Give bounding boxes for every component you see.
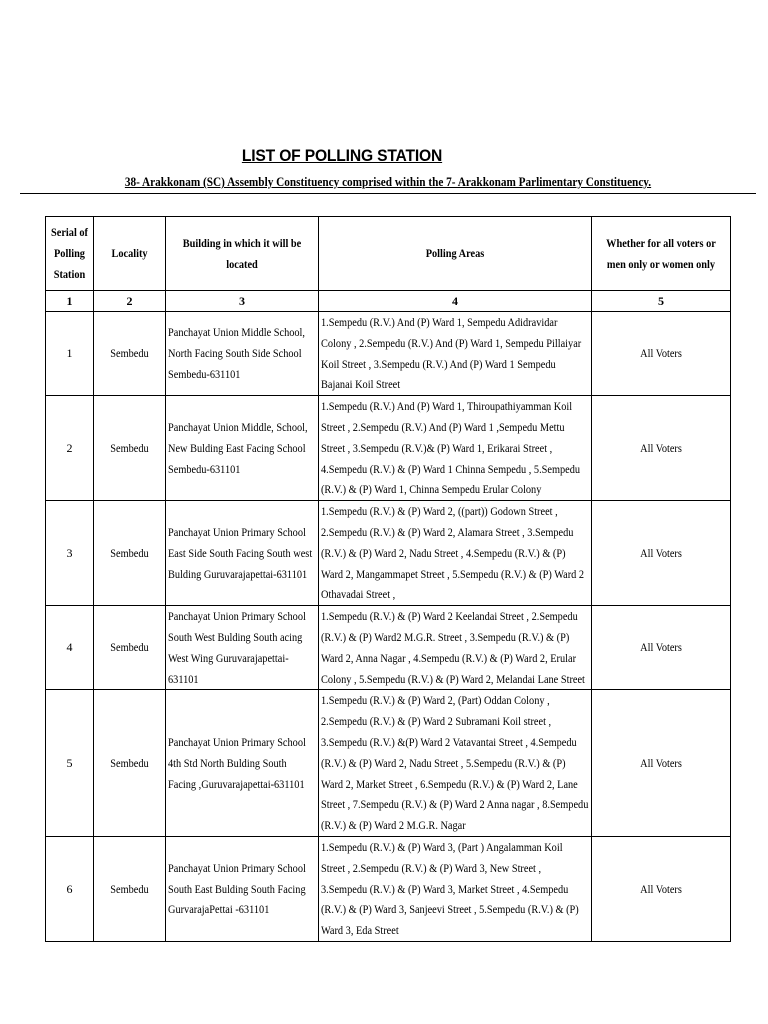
polling-areas-cell: 1.Sempedu (R.V.) And (P) Ward 1, Sempedu Adidravidar Colony , 2.Sempedu (R.V.) And (P) Ward 1, Sempedu Pillaiyar Koil Street , 3.Sempedu (R.V.) And (P) Ward 1 Sempedu Bajanai Koil Street	[319, 312, 592, 396]
building-cell: Panchayat Union Middle School, North Facing South Side School Sembedu-631101	[166, 312, 319, 396]
header-divider	[20, 193, 756, 194]
locality-cell: Sembedu	[94, 501, 166, 606]
header-serial: Serial of Polling Station	[46, 217, 94, 291]
polling-station-table	[45, 216, 731, 942]
polling-areas-cell: 1.Sempedu (R.V.) And (P) Ward 1, Thiroupathiyamman Koil Street , 2.Sempedu (R.V.) And (P) Ward 1 ,Sempedu Mettu Street , 3.Sempedu (R.V.)& (P) Ward 1, Erikarai Street , 4.Sempedu (R.V.) & (P) Ward 1 Chinna Sempedu , 5.Sempedu (R.V.) & (P) Ward 1, Chinna Sempedu Erular Colony	[319, 396, 592, 501]
locality-cell: Sembedu	[94, 690, 166, 837]
serial-cell: 5	[46, 690, 94, 837]
column-number: 1	[46, 291, 94, 312]
page-subtitle: 38- Arakkonam (SC) Assembly Constituency comprised within the 7- Arakkonam Parlimentary Constituency.	[124, 175, 652, 189]
locality-cell: Sembedu	[94, 312, 166, 396]
serial-cell: 6	[46, 836, 94, 941]
header-voter-type: Whether for all voters or men only or women only	[592, 217, 731, 291]
table-row	[46, 836, 731, 941]
building-cell: Panchayat Union Primary School South West Bulding South acing West Wing Guruvarajapettai-631101	[166, 606, 319, 690]
polling-areas-cell: 1.Sempedu (R.V.) & (P) Ward 2, ((part)) Godown Street , 2.Sempedu (R.V.) & (P) Ward 2, Alamara Street , 3.Sempedu (R.V.) & (P) Ward 2, Nadu Street , 4.Sempedu (R.V.) & (P) Ward 2, Mangammapet Street , 5.Sempedu (R.V.) & (P) Ward 2 Othavadai Street ,	[319, 501, 592, 606]
voter-type-cell: All Voters	[592, 501, 731, 606]
building-cell: Panchayat Union Primary School South East Bulding South Facing GurvarajaPettai -631101	[166, 836, 319, 941]
table-row	[46, 396, 731, 501]
locality-cell: Sembedu	[94, 836, 166, 941]
building-cell: Panchayat Union Primary School East Side South Facing South west Bulding Guruvarajapettai-631101	[166, 501, 319, 606]
locality-cell: Sembedu	[94, 396, 166, 501]
serial-cell: 4	[46, 606, 94, 690]
serial-cell: 3	[46, 501, 94, 606]
header-building: Building in which it will be located	[166, 217, 319, 291]
voter-type-cell: All Voters	[592, 606, 731, 690]
page-title: LIST OF POLLING STATION	[241, 146, 443, 165]
locality-cell: Sembedu	[94, 606, 166, 690]
serial-cell: 1	[46, 312, 94, 396]
table-header-row	[46, 217, 731, 291]
column-number: 3	[166, 291, 319, 312]
column-number: 2	[94, 291, 166, 312]
header-locality: Locality	[94, 217, 166, 291]
polling-areas-cell: 1.Sempedu (R.V.) & (P) Ward 3, (Part ) Angalamman Koil Street , 2.Sempedu (R.V.) & (P) Ward 3, New Street , 3.Sempedu (R.V.) & (P) Ward 3, Market Street , 4.Sempedu (R.V.) & (P) Ward 3, Sanjeevi Street , 5.Sempedu (R.V.) & (P) Ward 3, Eda Street	[319, 836, 592, 941]
column-number: 5	[592, 291, 731, 312]
table-row	[46, 312, 731, 396]
polling-areas-cell: 1.Sempedu (R.V.) & (P) Ward 2, (Part) Oddan Colony , 2.Sempedu (R.V.) & (P) Ward 2 Subramani Koil street , 3.Sempedu (R.V.) &(P) Ward 2 Vatavantai Street , 4.Sempedu (R.V.) & (P) Ward 2, Nadu Street , 5.Sempedu (R.V.) & (P) Ward 2, Market Street , 6.Sempedu (R.V.) & (P) Ward 2, Lane Street , 7.Sempedu (R.V.) & (P) Ward 2 Anna nagar , 8.Sempedu (R.V.) & (P) Ward 2 M.G.R. Nagar	[319, 690, 592, 837]
column-number-row	[46, 291, 731, 312]
table-row	[46, 606, 731, 690]
voter-type-cell: All Voters	[592, 396, 731, 501]
voter-type-cell: All Voters	[592, 690, 731, 837]
building-cell: Panchayat Union Primary School 4th Std North Bulding South Facing ,Guruvarajapettai-631101	[166, 690, 319, 837]
building-cell: Panchayat Union Middle, School, New Bulding East Facing School Sembedu-631101	[166, 396, 319, 501]
polling-areas-cell: 1.Sempedu (R.V.) & (P) Ward 2 Keelandai Street , 2.Sempedu (R.V.) & (P) Ward2 M.G.R. Street , 3.Sempedu (R.V.) & (P) Ward 2, Anna Nagar , 4.Sempedu (R.V.) & (P) Ward 2, Erular Colony , 5.Sempedu (R.V.) & (P) Ward 2, Melandai Lane Street	[319, 606, 592, 690]
table-row	[46, 690, 731, 837]
serial-cell: 2	[46, 396, 94, 501]
voter-type-cell: All Voters	[592, 836, 731, 941]
header-polling-areas: Polling Areas	[319, 217, 592, 291]
voter-type-cell: All Voters	[592, 312, 731, 396]
table-row	[46, 501, 731, 606]
column-number: 4	[319, 291, 592, 312]
